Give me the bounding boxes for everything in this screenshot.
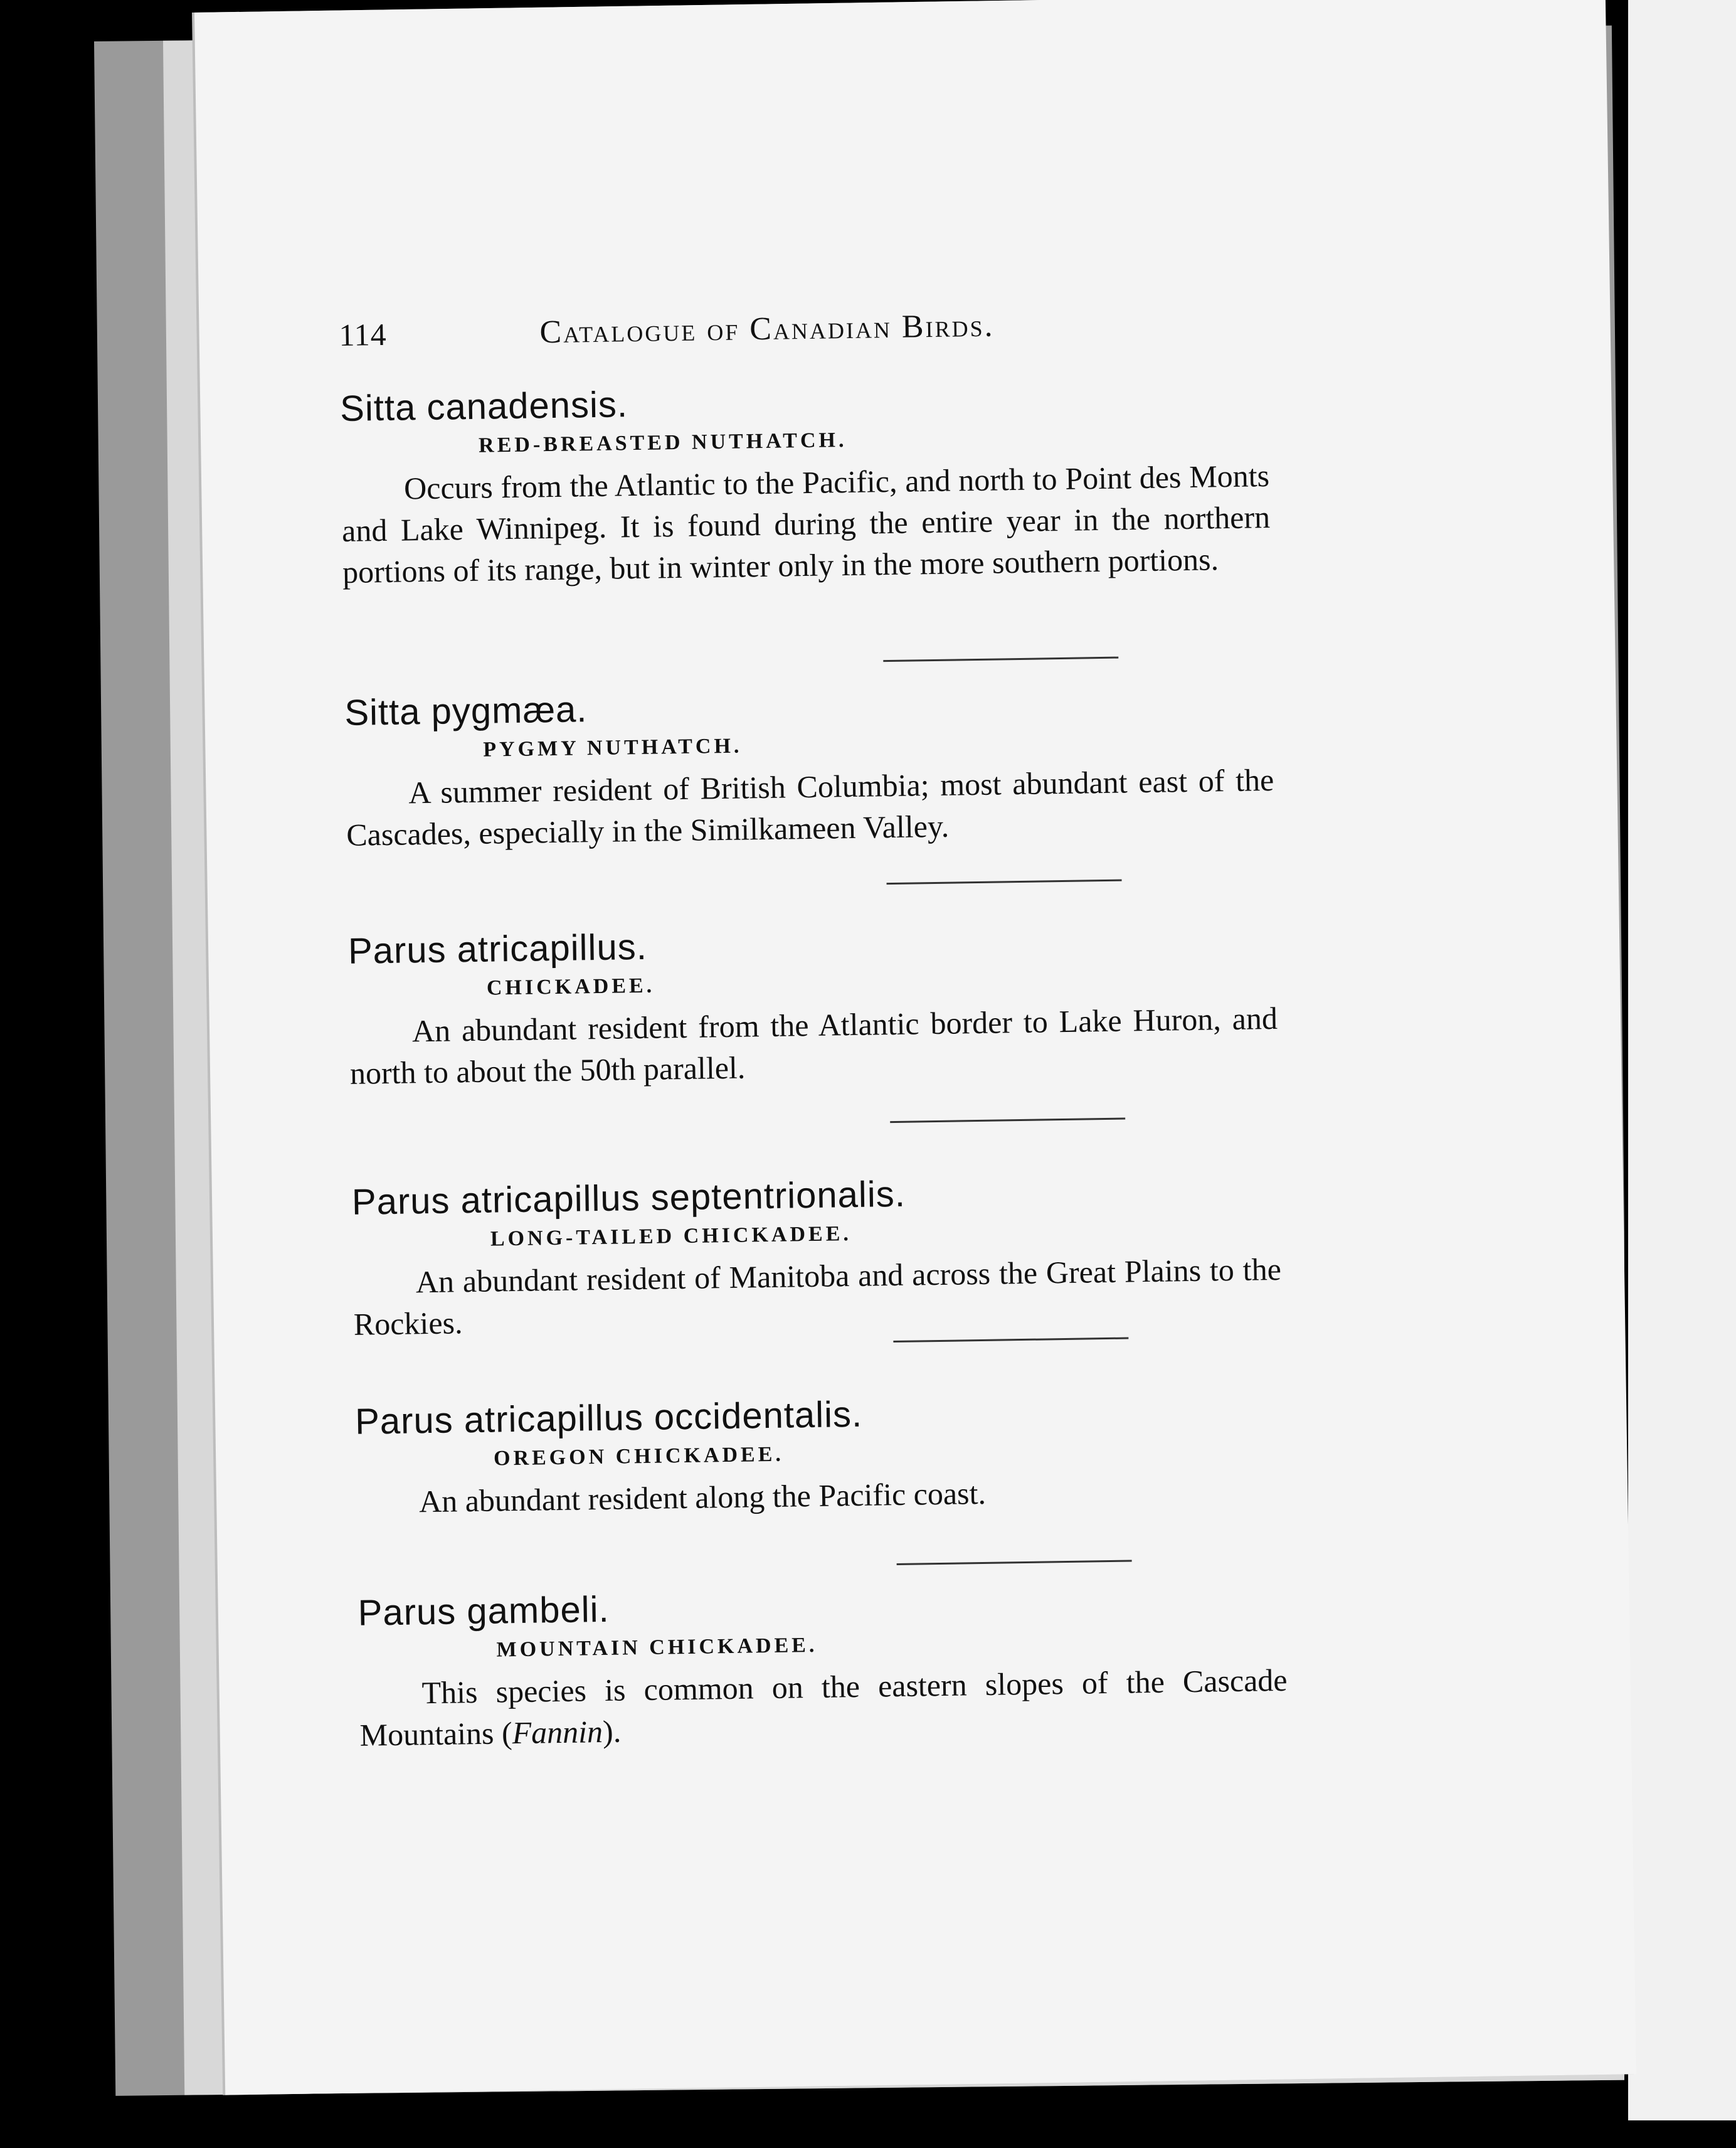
species-entry (344, 676, 1275, 856)
species-description: An abundant resident of Manitoba and across the Great Plains to the Rockies. (353, 1251, 1282, 1342)
species-entry (355, 1385, 1285, 1523)
section-divider (887, 880, 1122, 885)
common-name: RED-BREASTED NUTHATCH. (478, 428, 847, 457)
section-divider (883, 657, 1118, 662)
latin-name: Parus atricapillus. (347, 926, 648, 972)
species-entry (357, 1576, 1288, 1756)
species-entry (340, 372, 1271, 593)
species-description: An abundant resident along the Pacific coast. (418, 1475, 987, 1519)
latin-name: Parus gambeli. (357, 1588, 610, 1634)
page-number: 114 (339, 316, 388, 353)
latin-name: Sitta canadensis. (339, 384, 628, 429)
common-name: CHICKADEE. (486, 974, 655, 1000)
latin-name: Parus atricapillus septentrionalis. (351, 1173, 906, 1223)
section-divider (893, 1337, 1128, 1342)
common-name: LONG-TAILED CHICKADEE. (490, 1222, 852, 1251)
citation-author: Fannin (512, 1714, 603, 1751)
common-name: OREGON CHICKADEE. (493, 1442, 785, 1470)
section-divider (897, 1560, 1132, 1565)
species-description (359, 1659, 1288, 1756)
species-description: Occurs from the Atlantic to the Pacific, and north to Point des Monts and Lake Winnipeg. It is found during the entire year in the northern portions of its range, but in winter only in the more southern portions. (341, 458, 1271, 590)
description-text-end: ). (602, 1713, 622, 1749)
species-entry (351, 1166, 1282, 1345)
running-title: Catalogue of Canadian Birds. (539, 307, 995, 351)
section-divider (890, 1118, 1125, 1124)
latin-name: Sitta pygmæa. (344, 689, 588, 733)
page-header (339, 302, 1343, 361)
common-name: MOUNTAIN CHICKADEE. (496, 1633, 818, 1662)
latin-name: Parus atricapillus occidentalis. (354, 1393, 863, 1442)
description-text: This species is common on the eastern slopes of the Cascade Mountains ( (359, 1662, 1288, 1753)
species-description: An abundant resident from the Atlantic border to Lake Huron, and north to about the 50th parallel. (349, 1000, 1278, 1091)
species-description: A summer resident of British Columbia; most abundant east of the Cascades, especially in the Similkameen Valley. (346, 762, 1274, 853)
species-entry (348, 915, 1279, 1094)
common-name: PYGMY NUTHATCH. (483, 734, 743, 762)
